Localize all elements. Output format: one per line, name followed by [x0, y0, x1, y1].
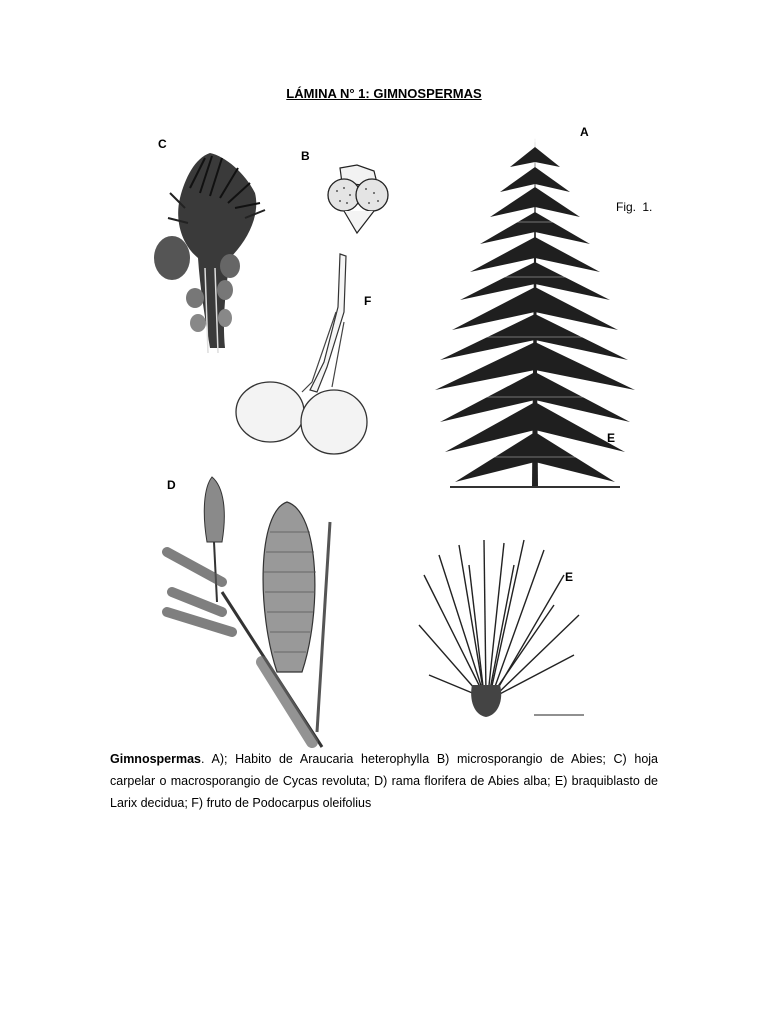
- label-d: D: [167, 478, 176, 492]
- podocarpus-fruit-illustration: [232, 252, 372, 457]
- fir-branch-illustration: [162, 472, 340, 752]
- figure-caption: [110, 748, 658, 814]
- page-title: LÁMINA N° 1: GIMNOSPERMAS: [286, 86, 482, 101]
- label-e-plant: E: [565, 570, 574, 584]
- figure-label: Fig. 1.: [616, 200, 653, 214]
- label-e-tree: E: [607, 431, 616, 445]
- label-f: F: [364, 294, 372, 308]
- label-b: B: [301, 149, 310, 163]
- label-a: A: [580, 125, 589, 139]
- caption-lead: Gimnospermas: [110, 752, 202, 766]
- larch-short-shoot-illustration: [414, 535, 586, 720]
- microsporangium-illustration: [322, 163, 394, 238]
- caption-text: . A); Habito de Araucaria heterophylla B) microsporangio de Abies; C) hoja carpelar o macrosporangio de Cycas revoluta; D) rama florifera de Abies alba; E) braquiblasto de Larix decidua; F) fruto de Podocarpus oleifolius: [110, 752, 658, 810]
- label-c: C: [158, 137, 167, 151]
- araucaria-tree-illustration: [430, 132, 640, 492]
